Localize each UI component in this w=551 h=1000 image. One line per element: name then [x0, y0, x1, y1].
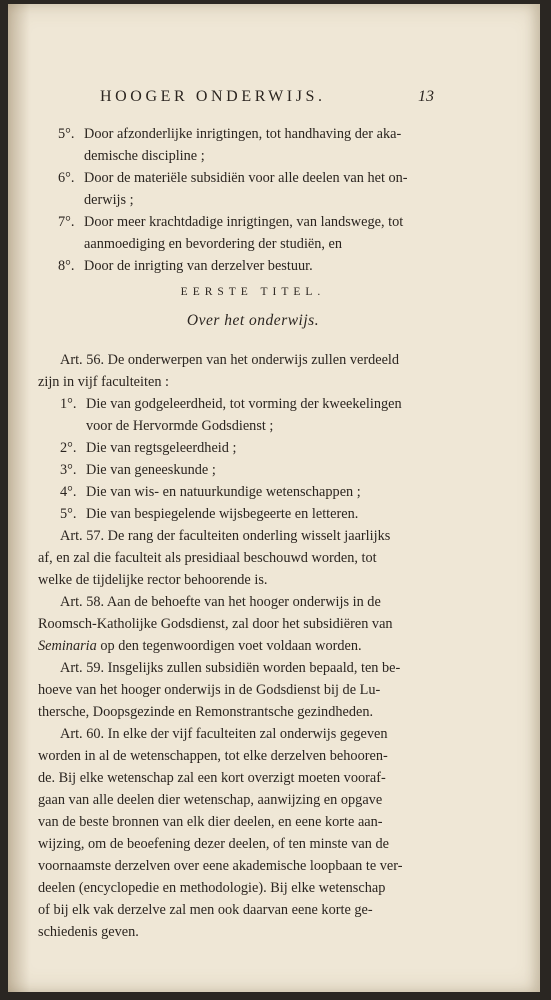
art56-item5-line1: Die van bespiegelende wijsbegeerte en letteren.	[86, 506, 359, 522]
art57-line3: welke de tijdelijke rector behoorende is.	[38, 572, 268, 588]
art60-line: voornaamste derzelven over eene akademische loopbaan te ver-	[38, 858, 403, 874]
art60-line: gaan van alle deelen dier wetenschap, aanwijzing en opgave	[38, 792, 383, 808]
art60-line: deelen (encyclopedie en methodologie). Bij elke wetenschap	[38, 880, 386, 896]
art56-item5-num: 5°.	[60, 506, 77, 522]
subsection-title: Over het onderwijs.	[186, 312, 320, 329]
art57-line1: Art. 57. De rang der faculteiten onderling wisselt jaarlijks	[60, 528, 391, 544]
art56-line2: zijn in vijf faculteiten :	[38, 374, 170, 390]
art60-line: schiedenis geven.	[38, 924, 139, 940]
art56-item3-num: 3°.	[60, 462, 77, 478]
art56-item1-line2: voor de Hervormde Godsdienst ;	[86, 418, 274, 434]
art60-line: van de beste bronnen van elk dier deelen, en eene korte aan-	[38, 814, 383, 830]
art58-line1: Art. 58. Aan de behoefte van het hooger onderwijs in de	[60, 594, 381, 610]
art56-line1: Art. 56. De onderwerpen van het onderwijs zullen verdeeld	[60, 352, 400, 368]
art56-item4-line1: Die van wis- en natuurkundige wetenschappen ;	[86, 484, 361, 500]
seminaria-italic: Seminaria	[38, 638, 97, 654]
art56-item2-num: 2°.	[60, 440, 77, 456]
art59-line2: hoeve van het hooger onderwijs in de Godsdienst bij de Lu-	[38, 682, 381, 698]
art60-line: worden in al de wetenschappen, tot elke derzelven behooren-	[38, 748, 388, 764]
intro-item-8-line1: Door de inrigting van derzelver bestuur.	[84, 258, 313, 274]
art60-line: Art. 60. In elke der vijf faculteiten zal onderwijs gegeven	[60, 726, 388, 742]
intro-item-5-num: 5°.	[58, 126, 75, 142]
art57-line2: af, en zal die faculteit als presidiaal beschouwd worden, tot	[38, 550, 377, 566]
art56-item1-line1: Die van godgeleerdheid, tot vorming der kweekelingen	[86, 396, 402, 412]
page-number: 13	[418, 88, 434, 105]
art60-line: de. Bij elke wetenschap zal een kort overzigt moeten vooraf-	[38, 770, 386, 786]
art59-line3: thersche, Doopsgezinde en Remonstrantsche gezindheden.	[38, 704, 374, 720]
art58-line3	[38, 636, 362, 656]
art56-item3-line1: Die van geneeskunde ;	[86, 462, 216, 478]
intro-item-5-line1: Door afzonderlijke inrigtingen, tot handhaving der aka-	[84, 126, 402, 142]
art60-line: of bij elk vak derzelve zal men ook daarvan eene korte ge-	[38, 902, 373, 918]
art56-item2-line1: Die van regtsgeleerdheid ;	[86, 440, 237, 456]
intro-item-6-line1: Door de materiële subsidiën voor alle deelen van het on-	[84, 170, 408, 186]
running-head-title: HOOGER ONDERWIJS.	[100, 88, 326, 105]
intro-item-8-num: 8°.	[58, 258, 75, 274]
intro-item-6-line2: derwijs ;	[84, 192, 134, 208]
book-page	[8, 4, 540, 992]
art56-item1-num: 1°.	[60, 396, 77, 412]
art56-item4-num: 4°.	[60, 484, 77, 500]
page-gutter-shadow	[8, 4, 30, 992]
art58-line3-rest: op den tegenwoordigen voet voldaan worden.	[100, 638, 362, 654]
intro-item-6-num: 6°.	[58, 170, 75, 186]
intro-item-7-num: 7°.	[58, 214, 75, 230]
intro-item-7-line2: aanmoediging en bevordering der studiën, en	[84, 236, 343, 252]
art58-line2: Roomsch-Katholijke Godsdienst, zal door het subsidiëren van	[38, 616, 393, 632]
running-head	[100, 88, 450, 112]
art59-line1: Art. 59. Insgelijks zullen subsidiën worden bepaald, ten be-	[60, 660, 401, 676]
intro-item-7-line1: Door meer krachtdadige inrigtingen, van landswege, tot	[84, 214, 404, 230]
intro-item-5-line2: demische discipline ;	[84, 148, 205, 164]
art60-line: wijzing, om de beoefening dezer deelen, of ten minste van de	[38, 836, 389, 852]
section-title: EERSTE TITEL.	[180, 286, 326, 298]
